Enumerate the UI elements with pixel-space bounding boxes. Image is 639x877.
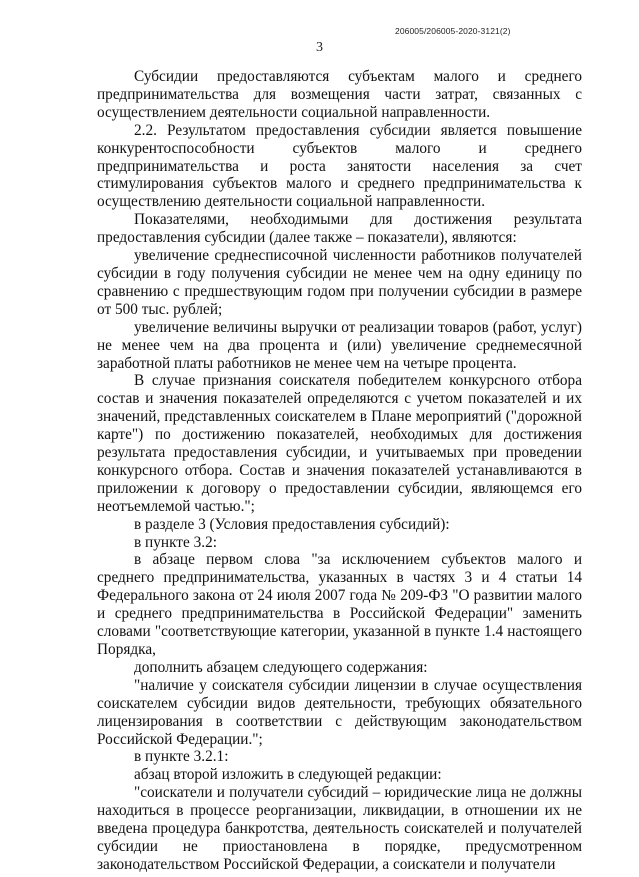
page-number: 3	[316, 40, 323, 55]
paragraph-2-2-result: 2.2. Результатом предоставления субсидии является повышение конкурентоспособности субъектов малого и среднего предпринимательства и роста занятости населения за счет стимулирования субъектов малого и среднего предпринимательства к осуществлению деятельности социальной направленности.	[97, 121, 582, 211]
document-body	[97, 68, 582, 874]
paragraph-applicants-requirements: "соискатели и получатели субсидий – юридические лица не должны находиться в процессе реорганизации, ликвидации, в отношении их не введена процедура банкротства, деятельность соискателей и получателей субсидии не приостановлена в порядке, предусмотренном законодательством Российской Федерации, а соискатели и получатели	[97, 784, 582, 873]
paragraph-subsidies-purpose: Субсидии предоставляются субъектам малого и среднего предпринимательства для возмещения части затрат, связанных с осуществлением деятельности социальной направленности.	[97, 68, 582, 121]
paragraph-point-3-2: в пункте 3.2:	[134, 533, 217, 551]
paragraph-second-abstract-edit: абзац второй изложить в следующей редакции:	[134, 766, 442, 784]
paragraph-indicator-headcount: увеличение среднесписочной численности работников получателей субсидии в году получения субсидии не менее чем на одну единицу по сравнению с предшествующим годом при получении субсидии в размере от 500 тыс. рублей;	[97, 247, 582, 318]
paragraph-first-abstract-replace: в абзаце первом слова "за исключением субъектов малого и среднего предпринимательства, указанных в частях 3 и 4 статьи 14 Федерального закона от 24 июля 2007 года № 209-ФЗ "О развитии малого и среднего предпринимательства в Российской Федерации" заменить словами "соответствующие категории, указанной в пункте 1.4 настоящего Порядка,	[97, 551, 582, 658]
paragraph-winner-indicators: В случае признания соискателя победителем конкурсного отбора состав и значения показателей определяются с учетом показателей и их значений, представленных соискателем в Плане мероприятий ("дорожной карте") по достижению показателей, необходимых для достижения результата предоставления субсидии, и учитываемых при проведении конкурсного отбора. Состав и значения показателей устанавливаются в приложении к договору о предоставлении субсидии, являющемся его неотъемлемой частью.";	[97, 372, 582, 515]
paragraph-indicator-revenue: увеличение величины выручки от реализации товаров (работ, услуг) не менее чем на два процента и (или) увеличение среднемесячной заработной платы работников не менее чем на четыре процента.	[97, 318, 582, 372]
paragraph-license-requirement: "наличие у соискателя субсидии лицензии в случае осуществления соискателем субсидии видов деятельности, требующих обязательного лицензирования в соответствии с действующим законодательством Российской Федерации.";	[97, 676, 582, 748]
paragraph-section-3: в разделе 3 (Условия предоставления субсидий):	[134, 515, 450, 533]
paragraph-indicators-intro: Показателями, необходимыми для достижения результата предоставления субсидии (далее также – показатели), являются:	[97, 211, 582, 247]
document-registration-code: 206005/206005-2020-3121(2)	[395, 26, 511, 36]
paragraph-add-abstract: дополнить абзацем следующего содержания:	[134, 658, 428, 676]
paragraph-point-3-2-1: в пункте 3.2.1:	[134, 748, 229, 766]
